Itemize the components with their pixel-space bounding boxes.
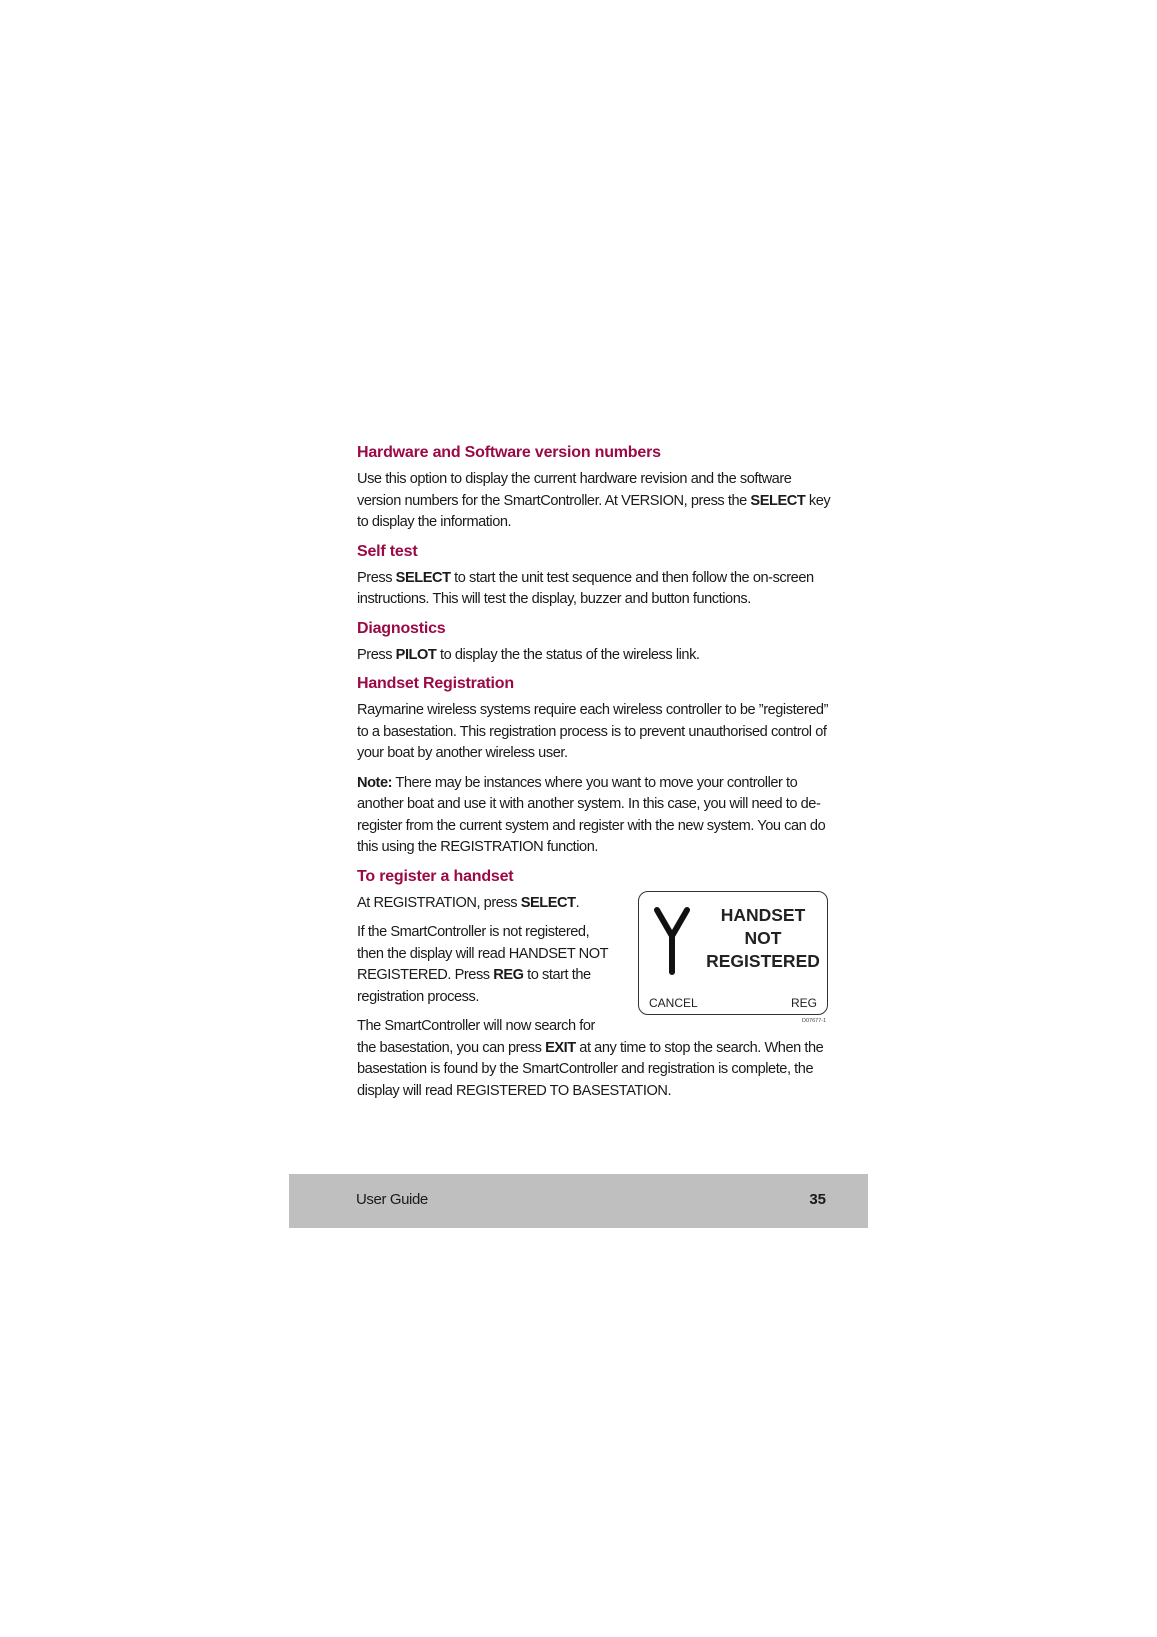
heading-self-test: Self test: [357, 542, 418, 560]
lcd-message: HANDSET NOT REGISTERED: [706, 904, 820, 971]
page-footer: [289, 1174, 868, 1228]
heading-hw-sw-version: Hardware and Software version numbers: [357, 444, 661, 461]
note-paragraph: Note: There may be instances where you want to move your controller to another boat and use it with another system. In this case, you will need to de-register from the current system and register with the new system. You can do this using the REGISTRATION function.: [357, 774, 826, 855]
footer-title: User Guide: [356, 1191, 428, 1208]
page-number: 35: [809, 1191, 826, 1208]
page-content: [357, 443, 837, 1110]
heading-to-register: To register a handset: [357, 867, 514, 885]
paragraph-register-step1: At REGISTRATION, press SELECT.: [357, 894, 580, 911]
paragraph-diagnostics: Press PILOT to display the the status of the wireless link.: [357, 646, 700, 663]
paragraph-hw-sw-version: Use this option to display the current hardware revision and the software version numbers for the SmartController. At VERSION, press the SELECT key to display the information.: [357, 471, 831, 530]
figure-code: D07677-1: [802, 1017, 827, 1024]
lcd-softkey-reg: REG: [790, 995, 817, 1010]
register-block: [357, 893, 837, 1024]
note-label: Note:: [357, 774, 393, 791]
paragraph-handset-registration: Raymarine wireless systems require each wireless controller to be ”registered” to a basestation. This registration process is to prevent unauthorised control of your boat by another wireless user.: [357, 702, 828, 761]
lcd-display-illustration: [638, 891, 828, 1015]
antenna-icon: [652, 906, 692, 976]
paragraph-register-step2: If the SmartController is not registered, then the display will read HANDSET NOT REGISTERED. Press REG to start the registration process.: [357, 924, 608, 1005]
lcd-softkey-cancel: CANCEL: [649, 995, 698, 1010]
paragraph-register-step3: The SmartController will now search for the basestation, you can press EXIT at any time to stop the search. When the basestation is found by the SmartController and registration is complete, the display will read REGISTERED TO BASESTATION.: [357, 1018, 824, 1099]
heading-diagnostics: Diagnostics: [357, 619, 446, 637]
paragraph-self-test: Press SELECT to start the unit test sequence and then follow the on-screen instructions. This will test the display, buzzer and button functions.: [357, 569, 814, 607]
heading-handset-registration: Handset Registration: [357, 675, 514, 692]
